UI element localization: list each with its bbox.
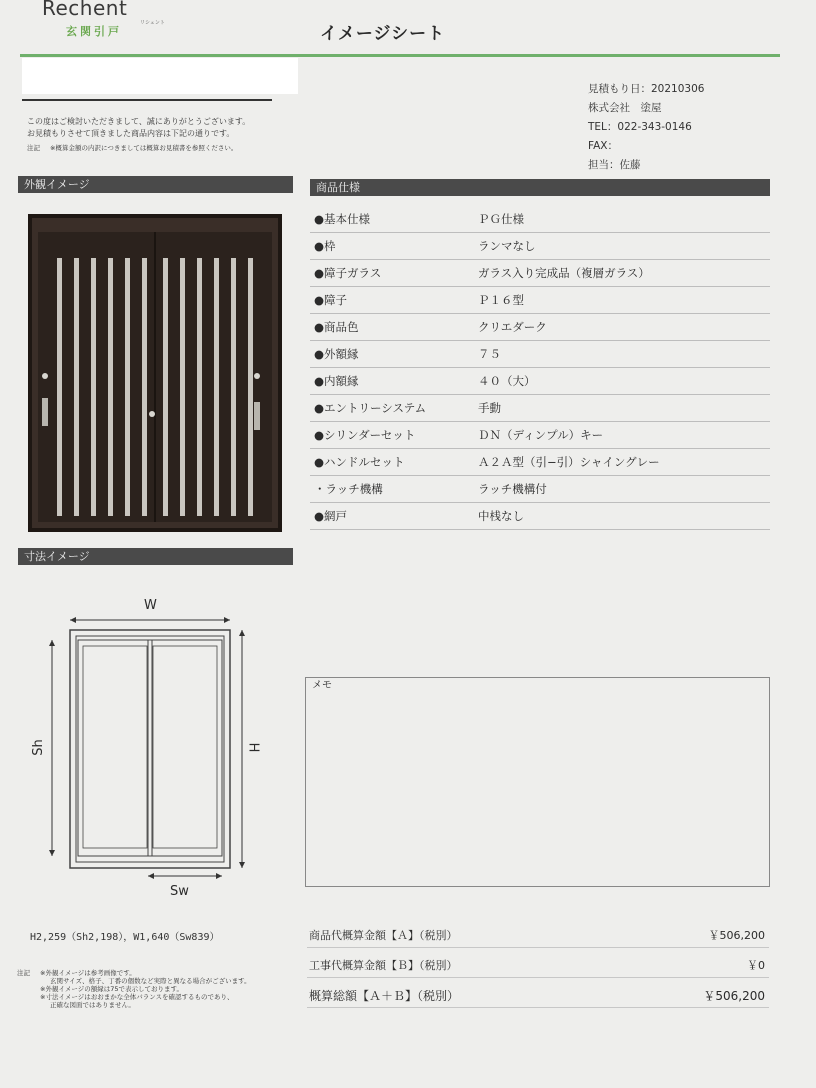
intro-note-label: 注記 <box>27 144 40 152</box>
spec-label: ●障子 <box>314 293 348 307</box>
price-value: ￥506,200 <box>708 929 765 942</box>
spec-value: ７５ <box>478 347 501 361</box>
memo-box <box>305 677 770 887</box>
spec-row <box>310 367 770 395</box>
price-value: ￥506,200 <box>703 989 765 1003</box>
brand-product: 玄関引戸 <box>66 25 122 38</box>
dimension-label-h: H <box>245 742 261 753</box>
price-row-total <box>307 983 769 1008</box>
dimension-label-sh: Sh <box>30 739 46 756</box>
spec-row <box>310 340 770 368</box>
spec-row <box>310 394 770 422</box>
dimension-drawing <box>30 592 265 897</box>
dimension-section-header: 寸法イメージ <box>18 548 293 565</box>
price-label: 概算総額【Ａ＋Ｂ】（税別） <box>309 989 460 1003</box>
spec-value: クリエダーク <box>478 320 547 334</box>
footnote-line: ※寸法イメージはおおまかな全体バランスを確認するものであり、 <box>40 993 234 1001</box>
spec-value: 手動 <box>478 401 501 415</box>
price-label: 商品代概算金額【Ａ】（税別） <box>309 929 458 942</box>
footnote-line: ※外観イメージの額縁は75で表示しております。 <box>40 985 184 993</box>
spec-value: ガラス入り完成品（複層ガラス） <box>478 266 650 280</box>
spec-label: ●網戸 <box>314 509 348 523</box>
spec-label: ●内額縁 <box>314 374 359 388</box>
footnote-line: ※外観イメージは参考画像です。 <box>40 969 136 977</box>
spec-row <box>310 313 770 341</box>
memo-label: メモ <box>312 680 332 691</box>
intro-line-2: お見積もりさせて頂きました商品内容は下記の通りです。 <box>27 129 235 138</box>
price-label: 工事代概算金額【Ｂ】（税別） <box>309 959 458 972</box>
customer-underline <box>22 99 272 101</box>
quote-date: 見積もり日：20210306 <box>588 83 705 95</box>
footnote-label: 注記 <box>17 969 30 977</box>
spec-label: ●枠 <box>314 239 336 253</box>
price-row-construction <box>307 953 769 978</box>
intro-line-1: この度はご検討いただきまして、誠にありがとうございます。 <box>27 117 251 126</box>
spec-label: ●外額縁 <box>314 347 359 361</box>
spec-row <box>310 502 770 530</box>
staff-name: 担当：佐藤 <box>588 159 641 171</box>
document-title: イメージシート <box>320 24 446 44</box>
spec-value: ランマなし <box>478 239 536 253</box>
spec-label: ●基本仕様 <box>314 212 371 226</box>
spec-row <box>310 286 770 314</box>
brand-furigana: リシェント <box>140 20 165 26</box>
company-name: 株式会社 塗屋 <box>588 102 662 114</box>
spec-label: ●ハンドルセット <box>314 455 405 469</box>
door-exterior-image <box>28 214 282 532</box>
spec-row <box>310 448 770 476</box>
spec-value: ４０（大） <box>478 374 536 388</box>
spec-value: 中桟なし <box>478 509 524 523</box>
spec-row <box>310 421 770 449</box>
company-tel: TEL：022-343-0146 <box>588 121 692 133</box>
spec-value: Ａ２Ａ型（引−引）シャイングレー <box>478 455 660 469</box>
spec-row <box>310 232 770 260</box>
spec-row <box>310 475 770 503</box>
spec-label: ●障子ガラス <box>314 266 382 280</box>
dimension-label-sw: Sw <box>170 884 189 899</box>
spec-value: ＰＧ仕様 <box>478 212 524 226</box>
exterior-section-header: 外観イメージ <box>18 176 293 193</box>
footnote-line: 正確な図面ではありません。 <box>50 1001 135 1009</box>
spec-row <box>310 259 770 287</box>
dimensions-text: H2,259（Sh2,198），W1,640（Sw839） <box>30 932 220 943</box>
dimension-label-w: W <box>144 598 157 613</box>
spec-value: Ｐ１６型 <box>478 293 524 307</box>
header-rule <box>20 54 780 57</box>
spec-row <box>310 205 770 233</box>
spec-value: ＤＮ（ディンプル）キー <box>478 428 604 442</box>
brand-name: Rechent <box>42 0 128 20</box>
spec-label: ・ラッチ機構 <box>314 482 383 496</box>
spec-label: ●商品色 <box>314 320 359 334</box>
spec-label: ●シリンダーセット <box>314 428 416 442</box>
price-value: ￥0 <box>747 959 765 972</box>
footnote-line: 玄関サイズ、格子、丁番の個数など実際と異なる場合がございます。 <box>50 977 251 985</box>
price-row-product <box>307 923 769 948</box>
spec-section-header: 商品仕様 <box>310 179 770 196</box>
company-fax: FAX： <box>588 140 618 152</box>
redacted-customer-name <box>22 58 298 94</box>
intro-note: ※概算金額の内訳につきましては概算お見積書を参照ください。 <box>50 144 238 152</box>
spec-label: ●エントリーシステム <box>314 401 427 415</box>
spec-value: ラッチ機構付 <box>478 482 547 496</box>
